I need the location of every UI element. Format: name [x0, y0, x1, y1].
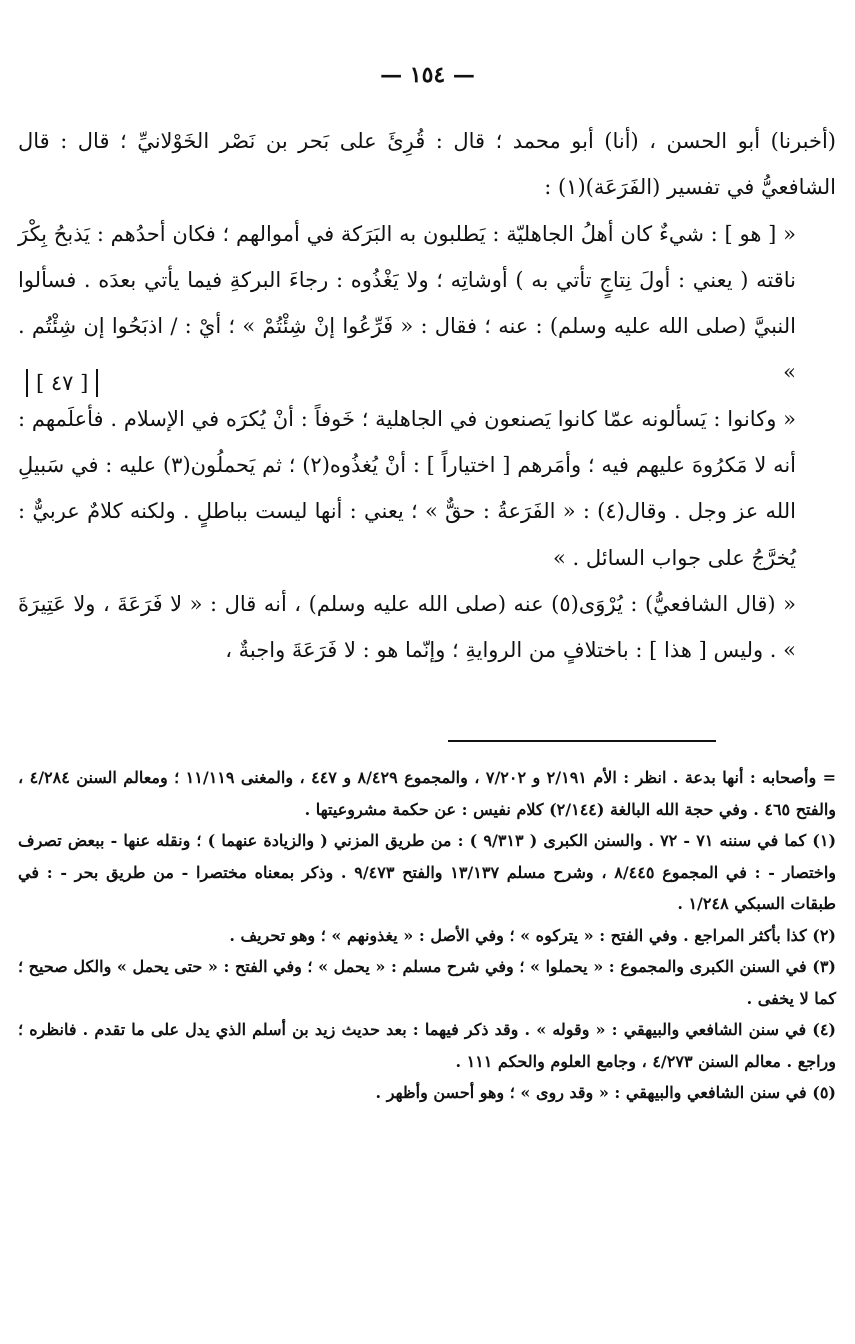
footnotes	[18, 762, 836, 1109]
footnote: (٤) في سنن الشافعي والبيهقي : « وقوله » . وقد ذكر فيهما : بعد حديث زيد بن أسلم الذي يدل على ما تقدم . فانظره ؛ وراجع . معالم السنن ٤/٢٧٣ ، وجامع العلوم والحكم ١١١ .	[18, 1020, 836, 1071]
main-paragraph: « (قال الشافعيُّ) : يُرْوَى(٥) عنه (صلى الله عليه وسلم) ، أنه قال : « لا فَرَعَةَ ، ولا عَتِيرَةَ » . وليس [ هذا ] : باختلافٍ من الروايةِ ؛ وإنّما هو : لا فَرَعَةَ واجبةٌ ،	[18, 591, 796, 663]
footnote: = وأصحابه : أنها بدعة . انظر : الأم ٢/١٩١ و ٧/٢٠٢ ، والمجموع ٨/٤٢٩ و ٤٤٧ ، والمغنى ١١/١١٩ ؛ ومعالم السنن ٤/٢٨٤ ، والفتح ٤٦٥ . وفي حجة الله البالغة (٢/١٤٤) كلام نفيس : عن حكمة مشروعيتها .	[18, 768, 837, 819]
footnote-divider	[448, 740, 716, 742]
footnote: (١) كما في سننه ٧١ - ٧٢ . والسنن الكبرى ( ٩/٣١٣ ) : من طريق المزني ( والزيادة عنهما ) ؛ ونقله عنها - ببعض تصرف واختصار - : في المجموع ٨/٤٤٥ ، وشرح مسلم ١٣/١٣٧ والفتح ٩/٤٧٣ . وذكر بمعناه مختصرا - من طريق بحر - : في طبقات السبكي ١/٢٤٨ .	[18, 831, 837, 913]
main-paragraph: « وكانوا : يَسألونه عمّا كانوا يَصنعون في الجاهلية ؛ خَوفاً : أنْ يُكرَه في الإسلام . فأعلَمهم : أنه لا مَكرُوهَ عليهم فيه ؛ وأمَرهم [ اختياراً ] : أنْ يُغذُوه(٢) ؛ ثم يَحملُون(٣) عليه : في سَبيلِ الله عز وجل . وقال(٤) : « الفَرَعةُ : حقٌّ » ؛ يعني : أنها ليست بباطلٍ . ولكنه كلامٌ عربيٌّ : يُخرَّجُ على جواب السائل . »	[18, 406, 797, 570]
footnote: (٥) في سنن الشافعي والبيهقي : « وقد روى » ؛ وهو أحسن وأظهر .	[375, 1083, 836, 1102]
page-margin-marker: [ ٤٧ ]	[26, 369, 98, 397]
main-paragraph: « [ هو ] : شيءٌ كان أهلُ الجاهليّة : يَطلبون به البَرَكة في أموالهم ؛ فكان أحدُهم : يَذبحُ بِكْرَ ناقته ( يعني : أولَ نِتاجٍ تأتي به ) أوشاتِه ؛ ولا يَغْذُوه : رجاءَ البركةِ فيما يأتي بعدَه . فسألوا النبيَّ (صلى الله عليه وسلم) : عنه ؛ فقال : « فَرِّعُوا إنْ شِئْتُمْ » ؛ أيْ : / اذبَحُوا إن شِئْتُم . »	[18, 221, 796, 385]
main-paragraph: (أخبرنا) أبو الحسن ، (أنا) أبو محمد ؛ قال : قُرِئَ على بَحر بن نَصْر الخَوْلانيِّ ؛ قال : قال الشافعيُّ في تفسير (الفَرَعَة)(١) :	[18, 129, 836, 200]
page-number: — ١٥٤ —	[380, 62, 475, 88]
main-text	[18, 118, 836, 674]
footnote: (٣) في السنن الكبرى والمجموع : « يحملوا » ؛ وفي شرح مسلم : « يحمل » ؛ وفي الفتح : « حتى يحمل » والكل صحيح ؛ كما لا يخفى .	[18, 957, 836, 1008]
footnote: (٢) كذا بأكثر المراجع . وفي الفتح : « يتركوه » ؛ وفي الأصل : « يغذونهم » ؛ وهو تحريف .	[229, 925, 836, 945]
